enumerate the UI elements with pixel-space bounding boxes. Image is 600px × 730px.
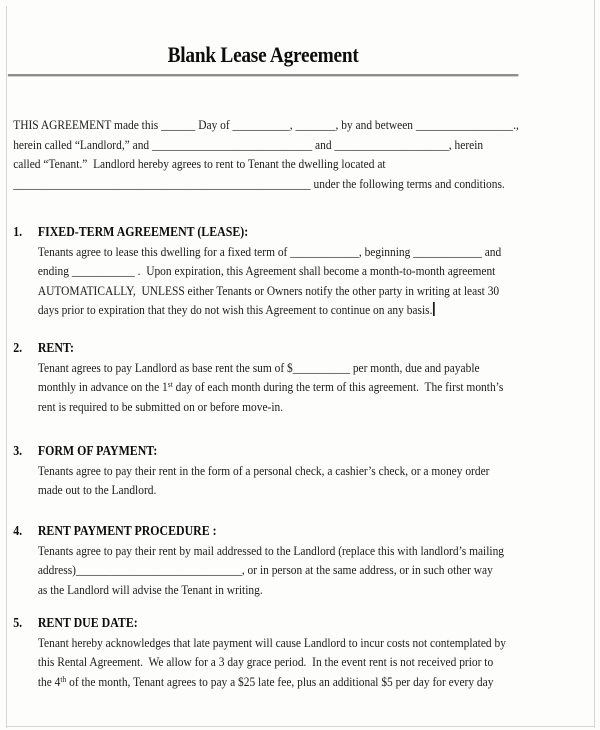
section-body-line: Tenant agrees to pay Landlord as base rent the sum of $__________ per month, due and payable xyxy=(37,359,480,375)
section-body-line xyxy=(38,377,600,397)
section-body-line: address)_____________________________, or in person at the same address, or in such other way xyxy=(37,562,493,577)
section-body-text: monthly in advance on the 1 xyxy=(37,379,168,394)
section-form-of-payment xyxy=(13,441,600,500)
section-body-line: ending ___________ . Upon expiration, this Agreement shall become a month-to-month agreement xyxy=(37,263,496,278)
section-body-line xyxy=(38,672,600,692)
section-body-text: of the month, Tenant agrees to pay a $25 late fee, plus an additional $5 per day for every day xyxy=(66,673,494,689)
ordinal-superscript: st xyxy=(167,379,173,389)
section-body-line: Tenants agree to pay their rent by mail addressed to the Landlord (replace this with landlord’s mailing xyxy=(37,542,505,558)
section-body-line: rent is required to be submitted on or before move-in. xyxy=(37,398,284,414)
section-body-line: AUTOMATICALLY, UNLESS either Tenants or Owners notify the other party in writing at least 30 xyxy=(37,282,500,298)
section-heading: RENT DUE DATE: xyxy=(37,615,138,630)
intro-line: ____________________________________________________ under the following terms and conditions. xyxy=(13,175,505,191)
section-number: 4. xyxy=(13,523,23,538)
section-body-line: Tenant hereby acknowledges that late payment will cause Landlord to incur costs not contemplated by xyxy=(37,634,506,650)
document-title: Blank Lease Agreement xyxy=(167,42,359,67)
section-body-line: as the Landlord will advise the Tenant in writing. xyxy=(37,581,263,597)
section-body-line: Tenants agree to pay their rent in the form of a personal check, a cashier’s check, or a money order xyxy=(37,462,490,478)
section-number: 1. xyxy=(13,224,23,239)
intro-line: herein called “Landlord,” and ____________________________ and ____________________, herein xyxy=(13,136,484,152)
text-cursor xyxy=(433,302,435,316)
section-heading: FIXED-TERM AGREEMENT (LEASE): xyxy=(37,224,249,239)
section-body-line: made out to the Landlord. xyxy=(37,482,157,497)
section-body-line: this Rental Agreement. We allow for a 3 day grace period. In the event rent is not received prior to xyxy=(37,654,494,669)
section-body-line xyxy=(38,300,600,320)
section-rent-payment-procedure xyxy=(13,521,600,599)
intro-line: called “Tenant.” Landlord hereby agrees to rent to Tenant the dwelling located at xyxy=(13,156,386,171)
section-rent-due-date xyxy=(13,613,600,691)
section-body-text: days prior to expiration that they do not wish this Agreement to continue on any basis. xyxy=(37,302,433,317)
intro-paragraph xyxy=(13,115,519,193)
section-body-text: the 4 xyxy=(37,673,61,689)
section-body-text: day of each month during the term of this agreement. The first month’s xyxy=(172,379,504,394)
section-body-line: Tenants agree to lease this dwelling for a fixed term of ____________, beginning ____________ and xyxy=(37,243,502,259)
intro-line: THIS AGREEMENT made this ______ Day of __________, _______, by and between _________________., xyxy=(13,117,519,132)
section-fixed-term-agreement xyxy=(13,222,600,320)
section-heading: RENT PAYMENT PROCEDURE : xyxy=(37,523,217,538)
section-number: 2. xyxy=(13,340,23,355)
section-number: 5. xyxy=(13,615,23,630)
section-number: 3. xyxy=(13,443,23,458)
ordinal-superscript: th xyxy=(60,673,67,684)
section-rent xyxy=(13,338,600,416)
section-heading: FORM OF PAYMENT: xyxy=(37,443,158,458)
title-underline-rule xyxy=(8,74,518,76)
section-heading: RENT: xyxy=(37,340,74,355)
